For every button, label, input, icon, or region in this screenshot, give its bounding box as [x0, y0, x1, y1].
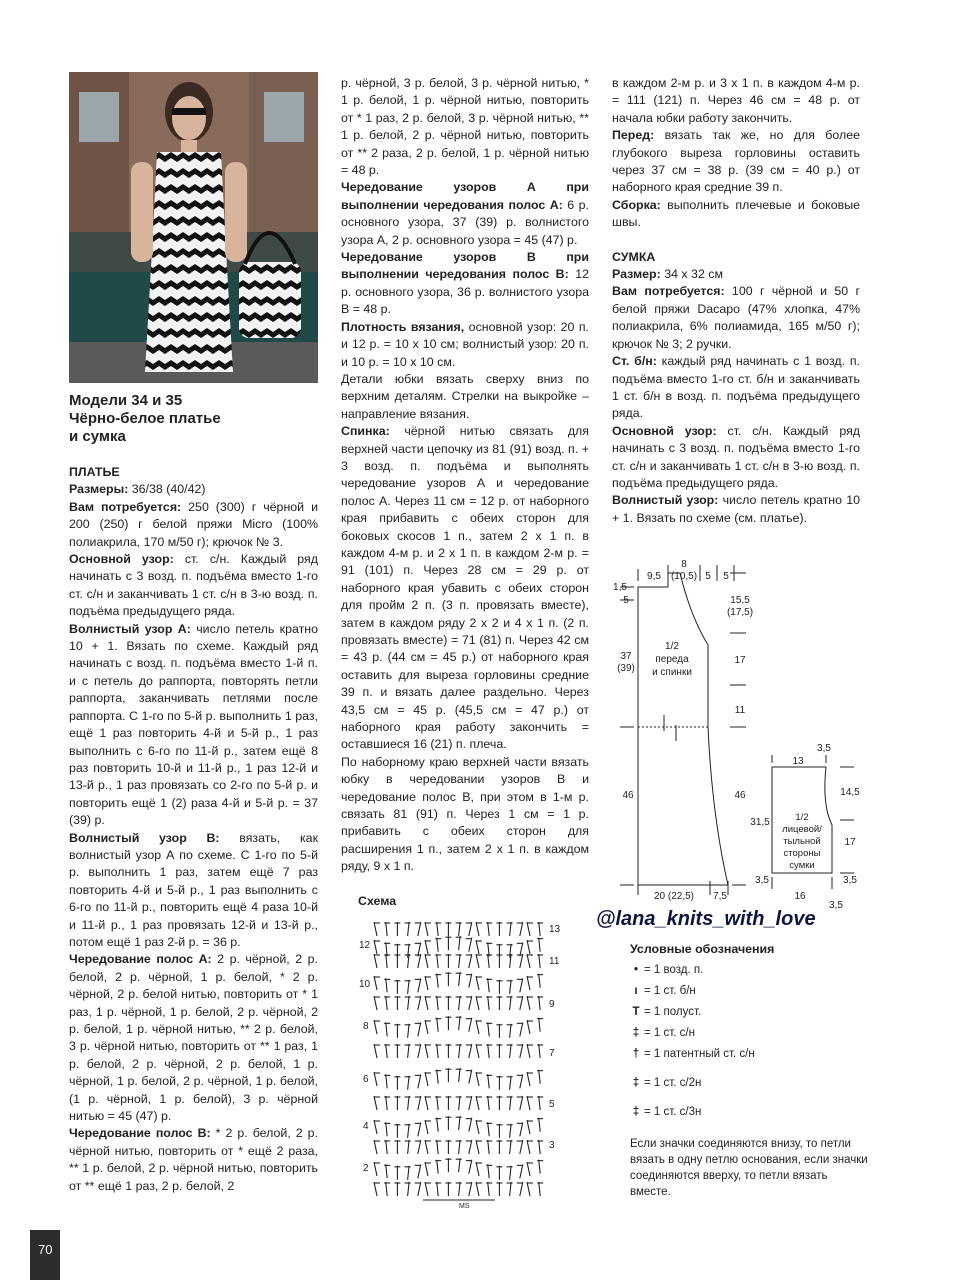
bag-dim-3-5a: 3,5 — [817, 743, 831, 754]
title-block — [69, 392, 319, 446]
row-label-2: 2 — [363, 1163, 369, 1174]
page-number-box — [30, 1230, 60, 1280]
page-number: 70 — [38, 1242, 53, 1257]
schema-title: Схема — [358, 894, 397, 908]
front-para: Перед: вязать так же, но для более глубокого выреза горловины оставить через 37 см = 38 р. (39 см = 40 р.) от наборного края средние 39 п. — [612, 128, 860, 195]
row-label-12: 12 — [359, 940, 371, 951]
row-label-13: 13 — [549, 924, 561, 935]
dim-39: (39) — [617, 663, 635, 674]
wave-a-para: Волнистый узор А: число петель кратно 10 + 1. Вязать по схеме. Каждый ряд начинать с возд. п. подъёма вместо 1-й п. и с петель до раппорта, повторять петли раппорта, заканчивать петлями после раппорта. С 1-го по 5-й р. выполнить 1 раз, ещё 1 раз повторить 4-й и 5-й р., 1 раз выполнить с 6-го по 11-й р., затем ещё 8 раз повторить 10-й и 11-й р., 1 раз 12-й и 13-й р., 1 раз провязать со 2-го по 5-й р. и повторить ещё 1 (2) раза 4-й и 5-й р. = 37 (39) р. — [69, 621, 319, 828]
basic-para: Основной узор: ст. с/н. Каждый ряд начинать с 3 возд. п. подъёма вместо 1-го ст. с/н и заканчивать 1 ст. с/н в 3-ю возд. п. подъёма предыдущего ряда. — [69, 552, 318, 619]
wave-b-para: Волнистый узор В: вязать, как волнистый узор А по схеме. С 1-го по 5-й р. выполнить 1 раз, затем ещё 7 раз повторить 4-й и 5-й р., 1 раз выполнить с 6-го по 11-й р., повторить ещё 4 раза 10-й и 11-й р., 1 раз провязать 12-й и 13-й р., потом ещё 1 раз 2-й р. = 36 р. — [69, 830, 318, 949]
dim-15-5: 15,5 — [730, 595, 750, 606]
part-label-2: переда — [655, 654, 689, 665]
bag-dim-3-5c: 3,5 — [843, 875, 857, 886]
stripes-b-para: Чередование полос В: * 2 р. белой, 2 р. чёрной нитью, повторить от * ещё 2 раза, ** 1 р. белой, 2 р. чёрной нитью, повторить от ** ещё 1 раз, 2 р. белой, 2 — [69, 1126, 318, 1193]
legend-note: Если значки соединяются внизу, то петли вязать в одну петлю основания, если значки соединяются вверху, то петли вязать вместе. — [630, 1138, 868, 1198]
section-dress: ПЛАТЬЕ — [69, 465, 120, 479]
single-crochet-icon: ı — [634, 985, 638, 997]
bag-dim-3-5d: 3,5 — [829, 900, 843, 910]
row-label-5: 5 — [549, 1099, 555, 1110]
skirt-para: Детали юбки вязать сверху вниз по верхним деталям. Стрелки на выкройке – направление вязания. — [341, 371, 589, 421]
row-label-11: 11 — [549, 956, 560, 967]
row-label-9: 9 — [549, 999, 555, 1010]
title-line-1: Модели 34 и 35 — [69, 392, 183, 409]
row-label-4: 4 — [363, 1121, 369, 1132]
row-label-7: 7 — [549, 1048, 555, 1059]
assembly-para: Сборка: выполнить плечевые и боковые швы. — [612, 197, 860, 230]
dim-46-left: 46 — [622, 790, 634, 801]
double-crochet-icon: ‡ — [632, 1027, 640, 1039]
legend-item: ‡ = 1 ст. с/3н — [630, 1106, 870, 1130]
dim-5b: 5 — [723, 571, 729, 582]
ms-label: MS — [459, 1203, 470, 1210]
legend-item: ı = 1 ст. б/н — [630, 985, 870, 1006]
dim-5a: 5 — [705, 571, 711, 582]
legend-item: T = 1 полуст. — [630, 1006, 870, 1027]
bag-size-para: Размер: 34 х 32 см — [612, 267, 723, 282]
bag-need-para: Вам потребуется: 100 г чёрной и 50 г белой пряжи Dacapo (47% хлопка, 47% полиакрила, 6% полиамида, 165 м/50 г); крючок № 3; 2 ручки. — [612, 284, 861, 351]
treble-crochet-icon: ‡ — [632, 1077, 640, 1089]
column-2 — [341, 75, 589, 876]
dim-17: 17 — [734, 655, 746, 666]
bag-dim-17: 17 — [844, 837, 856, 848]
row-label-3: 3 — [549, 1140, 555, 1151]
need-para: Вам потребуется: 250 (300) г чёрной и 200 (250) г белой пряжи Micro (100% полиакрила, 170 м/50 г); крючок № 3. — [69, 499, 318, 549]
dim-46-right: 46 — [734, 790, 746, 801]
bag-dim-3-5b: 3,5 — [755, 875, 769, 886]
bag-wave-para: Волнистый узор: число петель кратно 10 + 1. Вязать по схеме (см. платье). — [612, 493, 860, 525]
dim-8: 8 — [681, 559, 687, 570]
bag-dim-13: 13 — [792, 756, 804, 767]
alt-b-para: Чередование узоров В при выполнении чередования полос В: 12 р. основного узора, 36 р. волнистого узора В = 48 р. — [341, 250, 589, 317]
dim-5c: 5 — [623, 595, 629, 606]
crochet-chart — [355, 908, 570, 1213]
bag-label-3: тыльной — [783, 836, 821, 847]
pattern-diagram — [600, 555, 870, 910]
bag-sc-para: Ст. б/н: каждый ряд начинать с 1 возд. п. подъёма вместо 1-го ст. б/н и заканчивать 1 ст. б/н в возд. п. подъёма предыдущего ряда. — [612, 354, 860, 421]
back-para: Спинка: чёрной нитью связать для верхней части цепочку из 81 (91) возд. п. + 3 возд. п. подъёма и выполнять чередование узоров А и чередование полос А. Через 11 см = 12 р. от наборного края прибавить с обеих сторон для боковых скосов 1 п., затем 2 х 1 п. в каждом 4-м р. и 2 х 1 п. в каждом 2-м р. = 91 (101) п. Через 28 см = 29 р. от наборного края убавить с обеих сторон для пройм 2 п. (3 п. провязать вместе), затем в каждом ряду 2 х 2 и 4 х 1 п. (2 п. провязать вместе) = 71 (81) п. Через 42 см = 43 р. (44 см = 45 р.) от наборного края оставить для выреза горловины средние 39 п. и вязать далее раздельно. Через 43,5 см = 45 р. (45,5 см = 47 р.) от наборного края работу закончить = оставшиеся 16 (21) п. плеча. — [341, 424, 589, 752]
back-cont-para: По наборному краю верхней части вязать юбку в чередовании узоров В и чередование полос В, при этом в 1-м р. связать 81 (91) п. Через 1 см = 1 р. прибавить с обеих сторон для расширения 1 п., затем 2 х 1 п. в каждом ряду, 9 х 1 п. — [341, 754, 589, 874]
part-label-1: 1/2 — [665, 641, 679, 652]
title-line-2: Чёрно-белое платье — [69, 410, 221, 427]
bag-basic-para: Основной узор: ст. с/н. Каждый ряд начинать с 3 возд. п. подъёма вместо 1-го ст. с/н и заканчивать 1 ст. с/н в 3-ю возд. п. подъёма предыдущего ряда. — [612, 423, 861, 490]
double-treble-icon: ‡ — [632, 1106, 640, 1118]
row-label-10: 10 — [359, 979, 371, 990]
legend-item: ‡ = 1 ст. с/н — [630, 1027, 870, 1048]
bag-dim-16: 16 — [794, 891, 806, 902]
model-photo — [69, 72, 318, 383]
dim-11: 11 — [734, 705, 746, 716]
section-bag: СУМКА — [612, 249, 656, 264]
row-label-8: 8 — [363, 1021, 369, 1032]
watermark: @lana_knits_with_love — [596, 908, 816, 930]
legend-item: ‡ = 1 ст. с/2н — [630, 1077, 870, 1106]
chain-icon: • — [633, 964, 639, 976]
title-line-3: и сумка — [69, 428, 126, 445]
bag-label-2: лицевой/ — [782, 824, 822, 835]
bag-dim-14-5: 14,5 — [840, 787, 860, 798]
dim-1-5: 1,5 — [613, 582, 627, 593]
half-double-icon: T — [632, 1006, 640, 1018]
dim-7-5: 7,5 — [713, 891, 727, 902]
column-1 — [69, 464, 318, 1195]
column-3 — [612, 75, 860, 527]
alt-a-para: Чередование узоров А при выполнении чередования полос А: 6 р. основного узора, 37 (39) р. волнистого узора А, 2 р. основного узора = 45 (47) р. — [341, 180, 589, 247]
density-para: Плотность вязания, основной узор: 20 п. и 12 р. = 10 х 10 см; волнистый узор: 20 п. и 10 р. = 10 х 10 см. — [341, 319, 589, 369]
dim-9-5: 9,5 — [647, 571, 661, 582]
dress-outline — [638, 573, 728, 885]
bag-label-1: 1/2 — [795, 812, 809, 823]
row-label-6: 6 — [363, 1074, 369, 1085]
col2-continuation: р. чёрной, 3 р. белой, 3 р. чёрной нитью, * 1 р. белой, 1 р. чёрной нитью, повторить от * 1 раз, 2 р. белой, 3 р. чёрной нитью, ** 1 р. белой, 2 р. чёрной нитью, повторить от ** 2 раза, 2 р. белой, 1 р. чёрной нитью = 48 р. — [341, 76, 589, 178]
col3-continuation: в каждом 2-м р. и 3 х 1 п. в каждом 4-м р. = 111 (121) п. Через 46 см = 48 р. от начала юбки работу закончить. — [612, 76, 860, 125]
legend-item: † = 1 патентный ст. с/н — [630, 1048, 870, 1077]
spacer — [612, 232, 860, 249]
dim-20: 20 (22,5) — [653, 891, 695, 902]
stripes-a-para: Чередование полос А: 2 р. чёрной, 2 р. белой, 2 р. чёрной, 1 р. белой, * 2 р. чёрной, 2 р. белой нитью, повторить от * 1 раз, 1 р. чёрной, 1 р. белой, 2 р. чёрной, 2 р. белой, 1 р. чёрной нитью, ** 2 р. белой, 3 р. чёрной нитью, повторить от ** 1 раз, 1 р. белой, 2 р. чёрной, 2 р. белой, 1 р. чёрной, 1 р. белой, 2 р. чёрной, 1 р. белой, (1 р. чёрной, 1 р. белой), 3 р. чёрной нитью = 45 (47) р. — [69, 952, 318, 1124]
legend-item: • = 1 возд. п. — [630, 964, 870, 985]
bag-dim-31-5: 31,5 — [750, 817, 770, 828]
dim-17-5: (17,5) — [726, 607, 754, 618]
dim-10-5: (10,5) — [670, 571, 698, 582]
sizes-para: Размеры: 36/38 (40/42) — [69, 482, 206, 497]
dim-37: 37 — [620, 651, 632, 662]
legend — [630, 942, 870, 1212]
bag-label-5: сумки — [789, 860, 815, 871]
part-label-3: и спинки — [652, 667, 692, 678]
legend-title: Условные обозначения — [630, 942, 775, 956]
bag-label-4: стороны — [783, 848, 821, 859]
patent-double-icon: † — [632, 1048, 640, 1060]
